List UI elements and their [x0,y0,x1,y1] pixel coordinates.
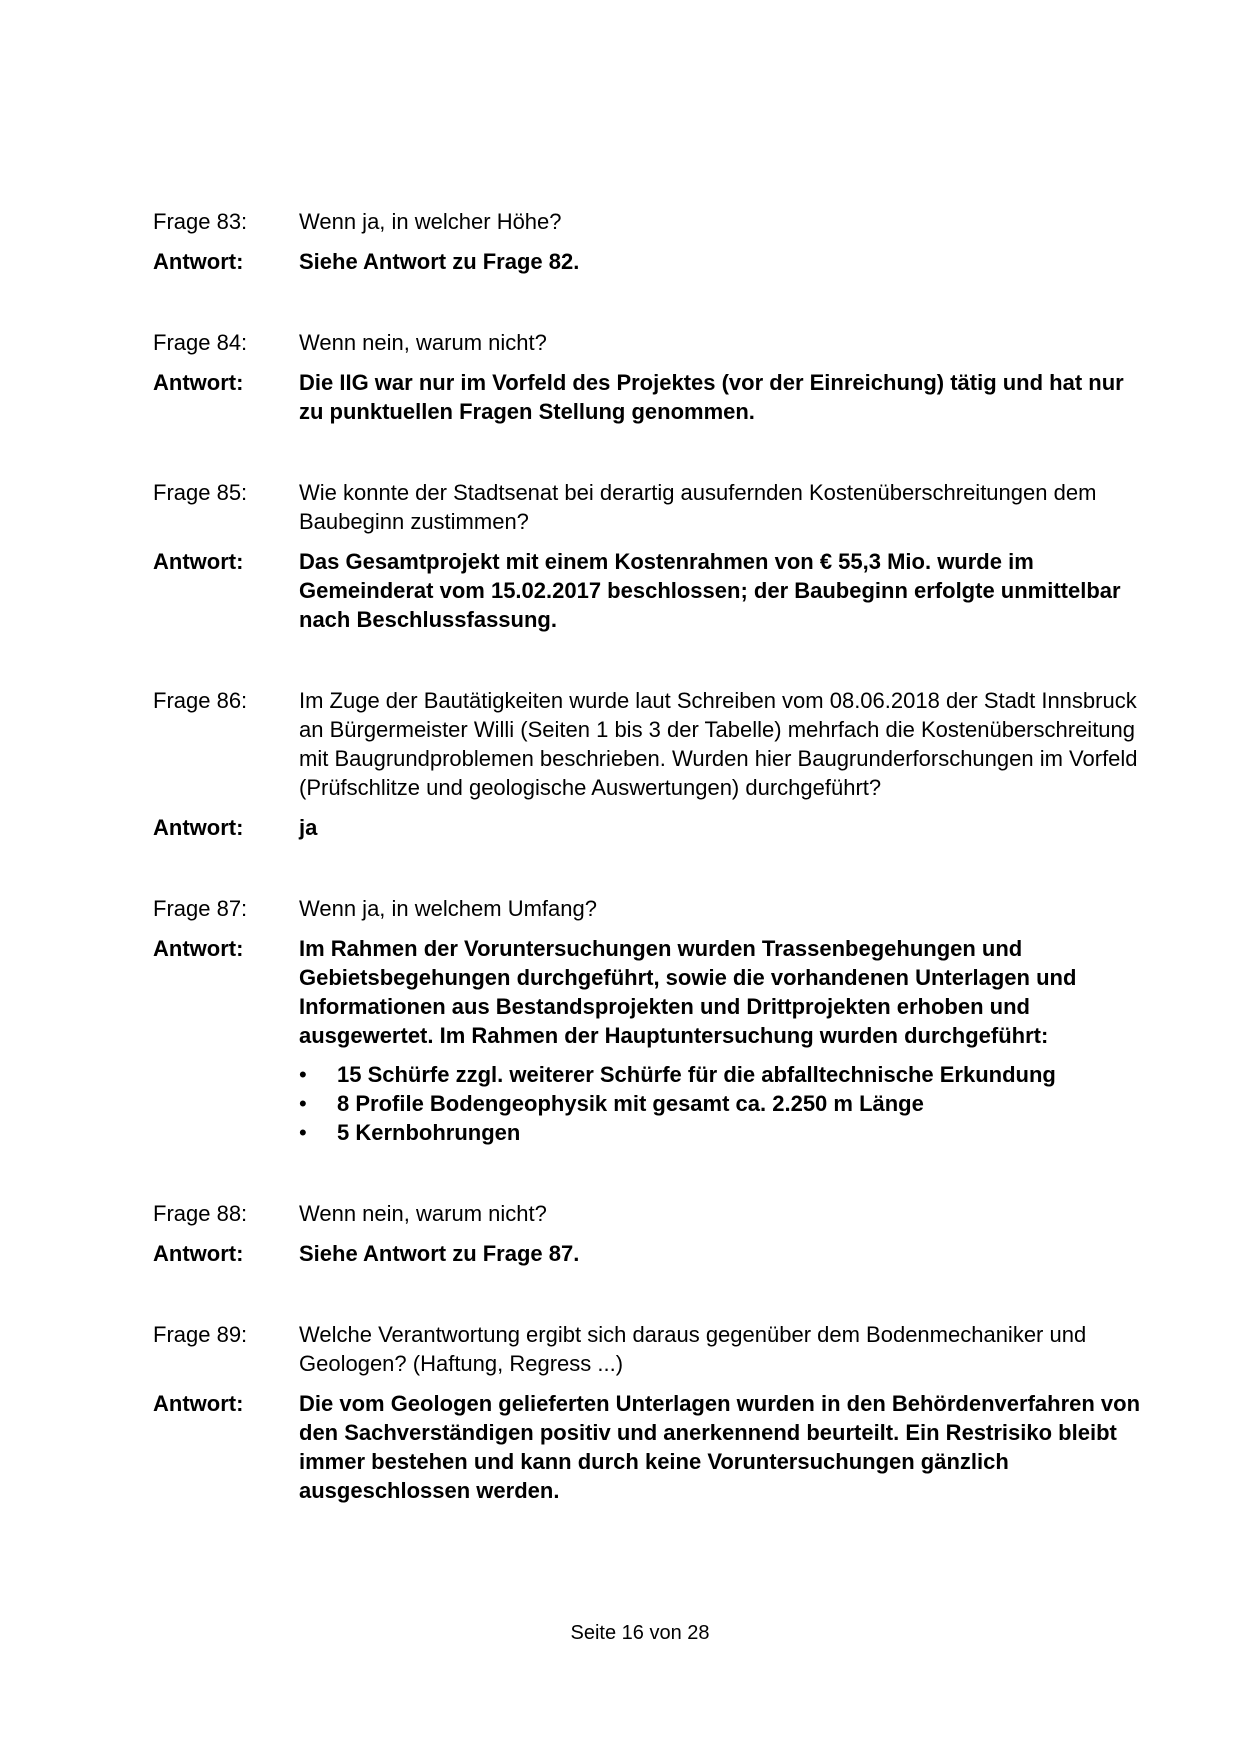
question-row [153,207,1143,236]
question-label: Frage 86: [153,688,248,713]
bullet-item [299,1089,1143,1118]
answer-body [299,934,1143,1147]
qa-item-85 [153,478,1143,634]
answer-label: Antwort: [153,370,244,395]
answer-text: Siehe Antwort zu Frage 87. [299,1241,580,1266]
bullet-icon: • [299,1120,307,1145]
question-text: Im Zuge der Bautätigkeiten wurde laut Schreiben vom 08.06.2018 der Stadt Innsbruck an Bürgermeister Willi (Seiten 1 bis 3 der Tabelle) mehrfach die Kostenüberschreitung mit Baugrundproblemen beschrieben. Wurden hier Baugrunderforschungen im Vorfeld (Prüfschlitze und geologische Auswertungen) durchgeführt? [299,688,1138,800]
question-label: Frage 83: [153,209,248,234]
answer-label: Antwort: [153,1391,244,1416]
qa-item-83 [153,207,1143,276]
question-row [153,328,1143,357]
qa-item-89 [153,1320,1143,1505]
answer-text: Die vom Geologen gelieferten Unterlagen wurden in den Behördenverfahren von den Sachverständigen positiv und anerkennend beurteilt. Ein Restrisiko bleibt immer bestehen und kann durch keine Voruntersuchungen gänzlich ausgeschlossen werden. [299,1391,1141,1503]
answer-row [153,247,1143,276]
qa-list [153,207,1143,1557]
answer-label: Antwort: [153,549,244,574]
answer-text: Siehe Antwort zu Frage 82. [299,249,580,274]
answer-label: Antwort: [153,936,244,961]
qa-item-86 [153,686,1143,842]
question-text: Wenn ja, in welcher Höhe? [299,209,562,234]
answer-row [153,1239,1143,1268]
answer-row [153,813,1143,842]
bullet-item [299,1060,1143,1089]
question-row [153,894,1143,923]
bullet-text: 5 Kernbohrungen [337,1120,521,1145]
answer-text: Das Gesamtprojekt mit einem Kostenrahmen von € 55,3 Mio. wurde im Gemeinderat vom 15.02.2017 beschlossen; der Baubeginn erfolgte unmittelbar nach Beschlussfassung. [299,549,1121,632]
question-row [153,1320,1143,1378]
question-row [153,686,1143,802]
answer-row [153,547,1143,634]
question-text: Welche Verantwortung ergibt sich daraus gegenüber dem Bodenmechaniker und Geologen? (Haftung, Regress ...) [299,1322,1087,1376]
bullet-icon: • [299,1091,307,1116]
question-text: Wenn ja, in welchem Umfang? [299,896,597,921]
question-text: Wie konnte der Stadtsenat bei derartig ausufernden Kostenüberschreitungen dem Baubeginn zustimmen? [299,480,1097,534]
bullet-text: 15 Schürfe zzgl. weiterer Schürfe für die abfalltechnische Erkundung [337,1062,1056,1087]
bullet-list [299,1060,1143,1147]
question-row [153,478,1143,536]
qa-item-87 [153,894,1143,1147]
answer-text: ja [299,815,318,840]
bullet-item [299,1118,1143,1147]
answer-text: Im Rahmen der Voruntersuchungen wurden Trassenbegehungen und Gebietsbegehungen durchgeführt, sowie die vorhandenen Unterlagen und Informationen aus Bestandsprojekten und Drittprojekten erhoben und ausgewertet. Im Rahmen der Hauptuntersuchung wurden durchgeführt: [299,936,1077,1048]
answer-label: Antwort: [153,249,244,274]
answer-row [153,368,1143,426]
question-label: Frage 88: [153,1201,248,1226]
question-row [153,1199,1143,1228]
qa-item-88 [153,1199,1143,1268]
answer-row [153,934,1143,1147]
question-label: Frage 87: [153,896,248,921]
answer-label: Antwort: [153,1241,244,1266]
qa-item-84 [153,328,1143,426]
question-label: Frage 89: [153,1322,248,1347]
bullet-icon: • [299,1062,307,1087]
question-label: Frage 84: [153,330,248,355]
answer-text: Die IIG war nur im Vorfeld des Projektes (vor der Einreichung) tätig und hat nur zu punktuellen Fragen Stellung genommen. [299,370,1124,424]
question-text: Wenn nein, warum nicht? [299,330,547,355]
page-number: Seite 16 von 28 [570,1622,710,1644]
bullet-text: 8 Profile Bodengeophysik mit gesamt ca. 2.250 m Länge [337,1091,924,1116]
question-text: Wenn nein, warum nicht? [299,1201,547,1226]
answer-label: Antwort: [153,815,244,840]
question-label: Frage 85: [153,480,248,505]
answer-row [153,1389,1143,1505]
